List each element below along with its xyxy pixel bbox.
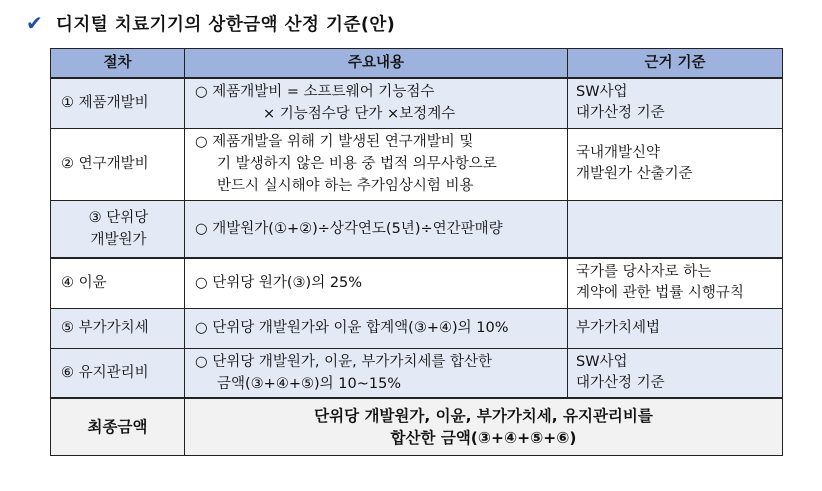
- content-cell: ○ 단위당 개발원가와 이윤 합계액(③+④)의 10%: [185, 308, 568, 348]
- basis-line: SW사업: [576, 84, 628, 101]
- basis-line: 대가산정 기준: [576, 374, 665, 391]
- content-cell: [185, 128, 568, 200]
- step-cell: ① 제품개발비: [51, 78, 185, 128]
- basis-cell: [568, 128, 783, 200]
- step-line: ③ 단위당: [88, 209, 149, 226]
- table-row: [51, 78, 783, 128]
- content-line: ○ 단위당 개발원가, 이윤, 부가가치세를 합산한: [195, 353, 493, 370]
- table-header-row: [51, 49, 783, 79]
- title-row: [26, 6, 395, 40]
- final-content: [185, 398, 783, 456]
- table-row: [51, 128, 783, 200]
- content-cell: [185, 348, 568, 398]
- table-row: [51, 308, 783, 348]
- table-row: [51, 200, 783, 258]
- final-line: 단위당 개발원가, 이윤, 부가가치세, 유지관리비를: [314, 407, 653, 425]
- step-cell: ⑥ 유지관리비: [51, 348, 185, 398]
- content-line: × 기능점수당 단가 ×보정계수: [263, 106, 456, 123]
- content-line: ○ 제품개발비 = 소프트웨어 기능점수: [195, 84, 435, 101]
- basis-line: 국내개발신약: [576, 145, 661, 161]
- basis-line: SW사업: [576, 353, 628, 370]
- table-row: [51, 258, 783, 308]
- basis-line: 계약에 관한 법률 시행규칙: [576, 285, 744, 302]
- final-label: 최종금액: [51, 398, 185, 456]
- step-cell: ⑤ 부가가치세: [51, 308, 185, 348]
- content-line: ○ 제품개발을 위해 기 발생된 연구개발비 및: [195, 134, 474, 150]
- step-cell: ④ 이윤: [51, 258, 185, 308]
- basis-cell: [568, 348, 783, 398]
- final-row: [51, 398, 783, 456]
- content-line: 반드시 실시해야 하는 추가임상시험 비용: [217, 178, 474, 194]
- step-cell: [51, 200, 185, 258]
- basis-cell: [568, 258, 783, 308]
- page-title: 디지털 치료기기의 상한금액 산정 기준(안): [56, 14, 396, 35]
- checkmark-icon: ✔: [26, 11, 43, 35]
- cost-table: [50, 48, 783, 456]
- content-line: 기 발생하지 않은 비용 중 법적 의무사항으로: [217, 156, 497, 172]
- step-cell: ② 연구개발비: [51, 128, 185, 200]
- final-line: 합산한 금액(③+④+⑤+⑥): [390, 429, 577, 447]
- table-row: [51, 348, 783, 398]
- header-content: 주요내용: [185, 49, 568, 79]
- content-line: 금액(③+④+⑤)의 10~15%: [217, 375, 402, 392]
- basis-cell: 부가가치세법: [568, 308, 783, 348]
- content-cell: ○ 개발원가(①+②)÷상각연도(5년)÷연간판매량: [185, 200, 568, 258]
- basis-line: 대가산정 기준: [576, 105, 665, 122]
- content-cell: ○ 단위당 원가(③)의 25%: [185, 258, 568, 308]
- content-cell: [185, 78, 568, 128]
- basis-line: 국가를 당사자로 하는: [576, 264, 712, 281]
- header-basis: 근거 기준: [568, 49, 783, 79]
- step-line: 개발원가: [90, 231, 147, 248]
- header-step: 절차: [51, 49, 185, 79]
- basis-cell: [568, 200, 783, 258]
- basis-line: 개발원가 산출기준: [576, 166, 693, 182]
- basis-cell: [568, 78, 783, 128]
